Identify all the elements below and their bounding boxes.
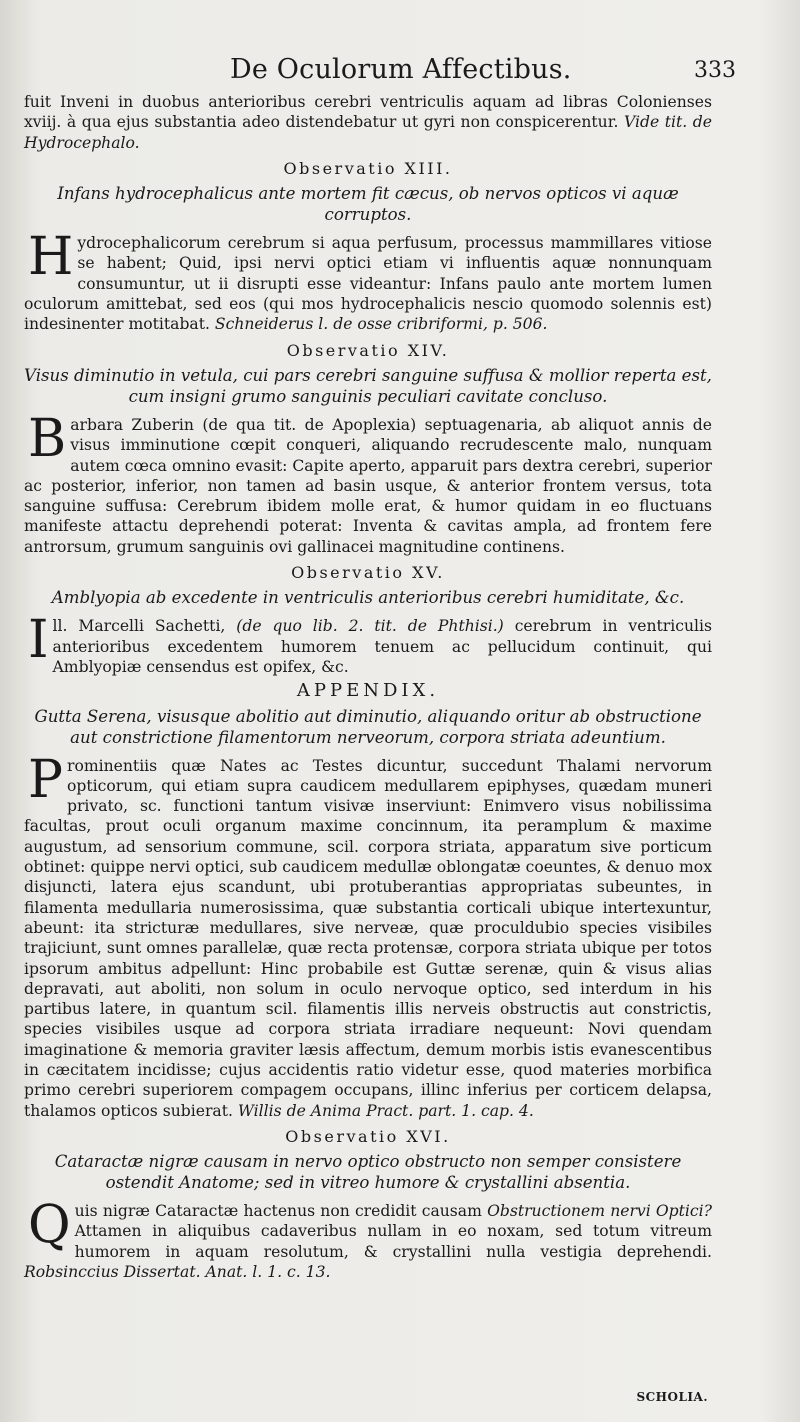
observation-15-reference: (de quo lib. 2. tit. de Phthisi.) [236,617,504,636]
intro-paragraph [24,92,712,153]
observation-13-body [24,227,712,334]
observation-14-text: arbara Zuberin (de qua tit. de Apoplexia) septuagenaria, ab aliquot annis de visus imminutione cœpit conqueri, aliquando recrudescente malo, nunquam autem cœca omnino evasit: Capite aperto, apparuit pars dextra cerebri, superior ac posterior, inferior, non tamen ad basin usque, & anterior frontem versus, tota sanguine suffusa: Cerebrum ibidem molle erat, & humor quidam in eo fluctuans manifeste attactu deprehendi poterat: Inventa & cavitas ampla, ad frontem fere antrorsum, grumum sanguinis ovi gallinacei magnitudine continens. [24,415,712,556]
appendix-heading: APPENDIX. [296,680,440,702]
observation-15-text-b: cerebrum in ventriculis anterioribus excedentem humorem tenuem ac pellucidum continuit, qui Amblyopiæ censendus est opifex, &c. [52,617,712,676]
observation-13-caption: Infans hydrocephalicus ante mortem fit cæcus, ob nervos opticos vi aquæ corruptos. [57,184,679,225]
appendix-text: rominentiis quæ Nates ac Testes dicuntur, succedunt Thalami nervorum opticorum, qui etiam supra caudicem medullarem epiphyses, quædam muneri privato, sc. functioni tantum visivæ inserviunt: Enimvero visus nobilissima facultas, prout oculi organum maxime concinnum, ita peramplum & maxime augustum, ad sensorium commune, scil. corpora striata, apparatum sive porticum obtinet: quippe nervi optici, sub caudicem medullæ oblongatæ coeuntes, & denuo mox disjuncti, latera ejus scandunt, ubi protuberantias appropriatas subeuntes, in filamenta medullaria numerosissima, quæ substantia corticali ubique intertexuntur, abeunt: ita stricturæ medullares, sive nerveæ, quæ proculdubio species visibiles trajiciunt, sunt omnes parallelæ, quæ recta protensæ, corpora striata ubique per totos ipsorum ambitus adpellunt: Hinc probabile est Guttæ serenæ, quin & visus alias depravati, aut aboliti, non solum in oculo nervoque optico, sed interdum in his partibus latere, in quantum scil. filamentis illis nerveis obstructis aut constrictis, species visibiles usque ad corpora striata irradiare nequeunt: Novi quendam imaginatione & memoria graviter læsis affectum, demum morbis istis evanescentibus in cæcitatem incidisse; cujus accidentis ratio videtur esse, quod materies morbifica primo cerebri superiorem compagem occupans, illinc inferius per corticem delapsa, thalamos opticos subierat. [24,756,712,1120]
text-block [24,92,712,1282]
appendix-body [24,749,712,1121]
observation-16-emphasis: Obstructionem nervi Optici? [487,1202,712,1221]
observation-14-body [24,408,712,557]
drop-capital: P [28,749,63,810]
drop-capital: B [28,408,67,469]
drop-capital: I [28,610,49,671]
drop-capital: H [28,227,74,288]
observation-15-text-a: ll. Marcelli Sachetti, [52,617,226,636]
observation-16-reference: Robsinccius Dissertat. Anat. l. 1. c. 13. [24,1263,331,1282]
intro-text: fuit Inveni in duobus anterioribus cerebri ventriculis aquam ad libras Colonienses xviij. à qua ejus substantia adeo distendebatur ut gyri non conspicerentur. [24,93,712,132]
appendix-reference: Willis de Anima Pract. part. 1. cap. 4. [237,1101,534,1120]
observation-16-body [24,1195,712,1282]
observation-15-heading: Observatio XV. [291,563,445,583]
observation-15-caption: Amblyopia ab excedente in ventriculis anterioribus cerebri humiditate, &c. [51,588,685,608]
running-title: De Oculorum Affectibus. [230,54,572,85]
observation-13-reference: Schneiderus l. de osse cribriformi, p. 506. [214,315,548,334]
observation-16-heading: Observatio XVI. [285,1126,451,1146]
appendix-caption: Gutta Serena, visusque abolitio aut diminutio, aliquando oritur ab obstructione aut constrictione filamentorum nerveorum, corpora striata adeuntium. [34,706,702,747]
observation-13-text: ydrocephalicorum cerebrum si aqua perfusum, processus mammillares vitiose se habent; Quid, ipsi nervi optici etiam vi influentis aquæ nonnunquam consumuntur, ut ii disrupti esse videantur: Infans paulo ante mortem lumen oculorum amittebat, sed eos (qui mos hydrocephalicis nescio quomodo solennis est) indesinenter motitabat. [24,234,712,334]
observation-14-caption: Visus diminutio in vetula, cui pars cerebri sanguine suffusa & mollior reperta est, cum insigni grumo sanguinis peculiari cavitate concluso. [24,365,712,406]
drop-capital: Q [28,1195,71,1256]
page-number: 333 [694,58,736,83]
observation-15-body [24,610,712,677]
observation-16-text-b: Attamen in aliquibus cadaveribus nullam in eo noxam, sed totum vitreum humorem in aquam resolutum, & crystallini nulla vestigia deprehendi. [74,1222,712,1261]
observation-14-heading: Observatio XIV. [286,340,450,360]
observation-13-heading: Observatio XIII. [283,158,453,178]
observation-16-caption: Cataractæ nigræ causam in nervo optico obstructo non semper consistere ostendit Anatome; sed in vitreo humore & crystallini absentia. [54,1152,682,1193]
observation-16-text-a: uis nigræ Cataractæ hactenus non credidit causam [74,1202,482,1221]
catchword: SCHOLIA. [636,1390,708,1404]
intro-reference: Vide tit. de Hydrocephalo. [24,113,712,152]
page-header [0,52,800,88]
